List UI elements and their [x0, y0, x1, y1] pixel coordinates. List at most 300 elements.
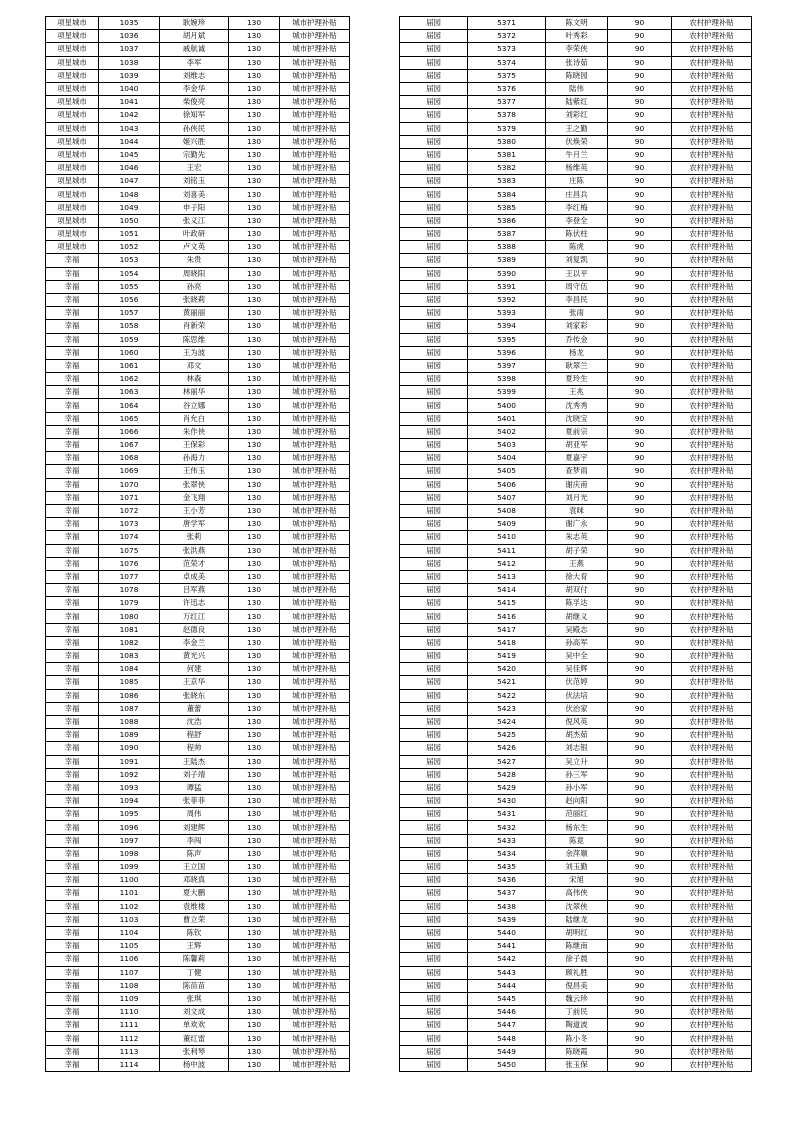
cell-name: 王立国: [160, 861, 229, 874]
cell-district: 届园: [400, 584, 468, 597]
cell-amount: 90: [608, 570, 672, 583]
cell-amount: 90: [608, 768, 672, 781]
table-row: [46, 267, 350, 280]
table-row: [46, 570, 350, 583]
cell-district: 届园: [400, 188, 468, 201]
cell-serial-number: 5385: [468, 201, 546, 214]
cell-district: 届园: [400, 30, 468, 43]
table-row: [400, 43, 752, 56]
cell-serial-number: 5383: [468, 175, 546, 188]
cell-name: 孙三军: [546, 768, 608, 781]
cell-amount: 130: [229, 518, 280, 531]
cell-name: 肖允白: [160, 412, 229, 425]
cell-subsidy-type: 农村护理补贴: [672, 1006, 752, 1019]
cell-amount: 90: [608, 610, 672, 623]
cell-name: 张利琴: [160, 1045, 229, 1058]
cell-name: 范荣才: [160, 557, 229, 570]
cell-amount: 90: [608, 175, 672, 188]
cell-amount: 130: [229, 821, 280, 834]
cell-serial-number: 5428: [468, 768, 546, 781]
cell-amount: 130: [229, 729, 280, 742]
cell-amount: 130: [229, 109, 280, 122]
cell-district: 项星城市: [46, 43, 99, 56]
table-row: [400, 979, 752, 992]
table-row: [46, 795, 350, 808]
cell-serial-number: 5394: [468, 320, 546, 333]
cell-amount: 130: [229, 214, 280, 227]
cell-amount: 90: [608, 96, 672, 109]
table-row: [46, 307, 350, 320]
table-row: [46, 386, 350, 399]
cell-name: 刘月光: [546, 491, 608, 504]
cell-serial-number: 5376: [468, 82, 546, 95]
table-row: [400, 439, 752, 452]
cell-subsidy-type: 农村护理补贴: [672, 900, 752, 913]
cell-district: 幸福: [46, 650, 99, 663]
cell-name: 张晓东: [160, 689, 229, 702]
cell-subsidy-type: 城市护理补贴: [280, 1058, 350, 1071]
cell-name: 张菲菲: [160, 795, 229, 808]
cell-subsidy-type: 城市护理补贴: [280, 148, 350, 161]
cell-amount: 130: [229, 1019, 280, 1032]
cell-name: 孙高军: [546, 636, 608, 649]
cell-name: 徐知军: [160, 109, 229, 122]
cell-subsidy-type: 农村护理补贴: [672, 399, 752, 412]
table-row: [400, 781, 752, 794]
left-table-body: [46, 17, 350, 1072]
cell-name: 沈秀秀: [546, 399, 608, 412]
table-row: [400, 742, 752, 755]
cell-name: 陈苗苗: [160, 979, 229, 992]
cell-amount: 90: [608, 43, 672, 56]
table-row: [46, 821, 350, 834]
cell-amount: 130: [229, 399, 280, 412]
table-row: [46, 122, 350, 135]
cell-amount: 130: [229, 162, 280, 175]
table-row: [400, 821, 752, 834]
cell-name: 王以平: [546, 267, 608, 280]
cell-amount: 130: [229, 188, 280, 201]
cell-subsidy-type: 农村护理补贴: [672, 280, 752, 293]
table-row: [400, 755, 752, 768]
cell-name: 沈浩: [160, 715, 229, 728]
table-row: [46, 913, 350, 926]
cell-subsidy-type: 农村护理补贴: [672, 834, 752, 847]
cell-subsidy-type: 城市护理补贴: [280, 847, 350, 860]
cell-amount: 130: [229, 439, 280, 452]
cell-serial-number: 5401: [468, 412, 546, 425]
table-row: [46, 755, 350, 768]
cell-district: 届园: [400, 808, 468, 821]
cell-district: 项星城市: [46, 201, 99, 214]
cell-name: 邓文: [160, 359, 229, 372]
table-row: [400, 847, 752, 860]
cell-subsidy-type: 农村护理补贴: [672, 201, 752, 214]
table-row: [46, 293, 350, 306]
cell-subsidy-type: 农村护理补贴: [672, 333, 752, 346]
cell-district: 届园: [400, 663, 468, 676]
cell-amount: 130: [229, 887, 280, 900]
cell-amount: 130: [229, 623, 280, 636]
cell-name: 耿婉珍: [160, 17, 229, 30]
cell-district: 幸福: [46, 584, 99, 597]
cell-amount: 90: [608, 293, 672, 306]
cell-subsidy-type: 农村护理补贴: [672, 518, 752, 531]
cell-serial-number: 1112: [99, 1032, 160, 1045]
table-row: [46, 333, 350, 346]
cell-serial-number: 1094: [99, 795, 160, 808]
cell-amount: 130: [229, 135, 280, 148]
cell-serial-number: 5437: [468, 887, 546, 900]
cell-serial-number: 1060: [99, 346, 160, 359]
cell-name: 陈声: [160, 847, 229, 860]
cell-serial-number: 5403: [468, 439, 546, 452]
cell-amount: 90: [608, 1006, 672, 1019]
cell-district: 项星城市: [46, 56, 99, 69]
cell-serial-number: 5374: [468, 56, 546, 69]
table-row: [400, 518, 752, 531]
table-row: [46, 979, 350, 992]
cell-serial-number: 5420: [468, 663, 546, 676]
cell-amount: 90: [608, 992, 672, 1005]
cell-subsidy-type: 农村护理补贴: [672, 386, 752, 399]
cell-serial-number: 1051: [99, 228, 160, 241]
table-row: [400, 597, 752, 610]
table-row: [46, 82, 350, 95]
cell-name: 顾礼胜: [546, 966, 608, 979]
cell-name: 金飞翔: [160, 491, 229, 504]
cell-serial-number: 1075: [99, 544, 160, 557]
cell-name: 黄光兴: [160, 650, 229, 663]
cell-district: 届园: [400, 359, 468, 372]
cell-amount: 90: [608, 781, 672, 794]
table-row: [46, 412, 350, 425]
cell-amount: 130: [229, 359, 280, 372]
cell-subsidy-type: 城市护理补贴: [280, 359, 350, 372]
cell-serial-number: 1065: [99, 412, 160, 425]
table-row: [400, 425, 752, 438]
cell-amount: 130: [229, 650, 280, 663]
cell-subsidy-type: 农村护理补贴: [672, 861, 752, 874]
cell-serial-number: 1079: [99, 597, 160, 610]
cell-subsidy-type: 城市护理补贴: [280, 1045, 350, 1058]
cell-amount: 130: [229, 702, 280, 715]
cell-district: 幸福: [46, 1032, 99, 1045]
cell-subsidy-type: 城市护理补贴: [280, 1019, 350, 1032]
cell-amount: 90: [608, 188, 672, 201]
cell-district: 幸福: [46, 504, 99, 517]
cell-amount: 90: [608, 228, 672, 241]
cell-serial-number: 1107: [99, 966, 160, 979]
cell-amount: 90: [608, 254, 672, 267]
cell-amount: 130: [229, 557, 280, 570]
cell-amount: 130: [229, 175, 280, 188]
cell-district: 届园: [400, 992, 468, 1005]
cell-name: 陈思维: [160, 333, 229, 346]
cell-amount: 90: [608, 847, 672, 860]
cell-serial-number: 1048: [99, 188, 160, 201]
cell-subsidy-type: 城市护理补贴: [280, 386, 350, 399]
cell-amount: 90: [608, 1045, 672, 1058]
cell-amount: 90: [608, 412, 672, 425]
cell-district: 幸福: [46, 821, 99, 834]
table-row: [400, 82, 752, 95]
cell-serial-number: 5415: [468, 597, 546, 610]
cell-serial-number: 1045: [99, 148, 160, 161]
cell-district: 届园: [400, 1058, 468, 1071]
table-row: [400, 926, 752, 939]
cell-subsidy-type: 城市护理补贴: [280, 188, 350, 201]
cell-district: 幸福: [46, 280, 99, 293]
cell-name: 许迅志: [160, 597, 229, 610]
cell-subsidy-type: 城市护理补贴: [280, 715, 350, 728]
cell-amount: 90: [608, 439, 672, 452]
cell-serial-number: 1083: [99, 650, 160, 663]
table-row: [46, 162, 350, 175]
cell-district: 届园: [400, 650, 468, 663]
cell-district: 幸福: [46, 913, 99, 926]
table-row: [400, 1006, 752, 1019]
cell-subsidy-type: 城市护理补贴: [280, 69, 350, 82]
table-row: [400, 373, 752, 386]
table-row: [46, 43, 350, 56]
cell-serial-number: 1087: [99, 702, 160, 715]
cell-serial-number: 5391: [468, 280, 546, 293]
cell-amount: 130: [229, 847, 280, 860]
cell-amount: 130: [229, 1006, 280, 1019]
table-row: [400, 214, 752, 227]
cell-name: 夏玲生: [546, 373, 608, 386]
cell-amount: 130: [229, 96, 280, 109]
cell-district: 幸福: [46, 478, 99, 491]
cell-district: 届园: [400, 795, 468, 808]
cell-district: 幸福: [46, 425, 99, 438]
cell-name: 谢广永: [546, 518, 608, 531]
cell-serial-number: 1062: [99, 373, 160, 386]
cell-serial-number: 1064: [99, 399, 160, 412]
table-row: [400, 359, 752, 372]
cell-subsidy-type: 城市护理补贴: [280, 795, 350, 808]
cell-serial-number: 1081: [99, 623, 160, 636]
cell-serial-number: 5396: [468, 346, 546, 359]
cell-serial-number: 5399: [468, 386, 546, 399]
cell-subsidy-type: 农村护理补贴: [672, 148, 752, 161]
cell-name: 刘家彩: [546, 320, 608, 333]
cell-district: 幸福: [46, 386, 99, 399]
cell-amount: 90: [608, 201, 672, 214]
cell-name: 陈孚达: [546, 597, 608, 610]
cell-subsidy-type: 城市护理补贴: [280, 834, 350, 847]
cell-subsidy-type: 城市护理补贴: [280, 861, 350, 874]
cell-name: 王兆: [546, 386, 608, 399]
cell-subsidy-type: 城市护理补贴: [280, 214, 350, 227]
cell-amount: 90: [608, 1032, 672, 1045]
cell-name: 赵向阳: [546, 795, 608, 808]
cell-district: 届园: [400, 940, 468, 953]
cell-amount: 90: [608, 280, 672, 293]
cell-name: 李金华: [160, 82, 229, 95]
cell-district: 届园: [400, 821, 468, 834]
cell-amount: 90: [608, 69, 672, 82]
cell-subsidy-type: 农村护理补贴: [672, 465, 752, 478]
cell-subsidy-type: 城市护理补贴: [280, 43, 350, 56]
cell-subsidy-type: 城市护理补贴: [280, 122, 350, 135]
cell-serial-number: 1109: [99, 992, 160, 1005]
cell-amount: 90: [608, 755, 672, 768]
cell-name: 柴俊亮: [160, 96, 229, 109]
table-row: [400, 834, 752, 847]
cell-district: 届园: [400, 162, 468, 175]
cell-amount: 130: [229, 781, 280, 794]
cell-district: 幸福: [46, 439, 99, 452]
table-row: [400, 623, 752, 636]
table-row: [400, 162, 752, 175]
cell-district: 届园: [400, 346, 468, 359]
cell-subsidy-type: 农村护理补贴: [672, 755, 752, 768]
cell-serial-number: 5435: [468, 861, 546, 874]
cell-amount: 130: [229, 808, 280, 821]
cell-subsidy-type: 农村护理补贴: [672, 320, 752, 333]
cell-subsidy-type: 农村护理补贴: [672, 109, 752, 122]
cell-subsidy-type: 农村护理补贴: [672, 650, 752, 663]
cell-name: 孙小军: [546, 781, 608, 794]
cell-name: 张翠侠: [160, 478, 229, 491]
cell-amount: 90: [608, 30, 672, 43]
cell-name: 余萍顺: [546, 847, 608, 860]
cell-district: 届园: [400, 755, 468, 768]
cell-district: 幸福: [46, 966, 99, 979]
cell-subsidy-type: 城市护理补贴: [280, 307, 350, 320]
table-row: [400, 280, 752, 293]
table-row: [46, 940, 350, 953]
cell-serial-number: 5375: [468, 69, 546, 82]
table-row: [400, 966, 752, 979]
cell-subsidy-type: 农村护理补贴: [672, 425, 752, 438]
table-row: [46, 808, 350, 821]
cell-district: 幸福: [46, 570, 99, 583]
cell-serial-number: 5408: [468, 504, 546, 517]
cell-name: 何建: [160, 663, 229, 676]
cell-amount: 130: [229, 861, 280, 874]
cell-name: 魏云珍: [546, 992, 608, 1005]
cell-subsidy-type: 城市护理补贴: [280, 109, 350, 122]
cell-district: 届园: [400, 768, 468, 781]
cell-serial-number: 1096: [99, 821, 160, 834]
cell-name: 刘铭玉: [160, 175, 229, 188]
cell-serial-number: 5423: [468, 702, 546, 715]
cell-serial-number: 5427: [468, 755, 546, 768]
table-row: [46, 518, 350, 531]
cell-district: 届园: [400, 280, 468, 293]
cell-serial-number: 1036: [99, 30, 160, 43]
cell-amount: 90: [608, 109, 672, 122]
cell-district: 幸福: [46, 742, 99, 755]
cell-subsidy-type: 农村护理补贴: [672, 940, 752, 953]
cell-name: 王伟玉: [160, 465, 229, 478]
cell-serial-number: 5400: [468, 399, 546, 412]
cell-name: 刘建辉: [160, 821, 229, 834]
table-row: [46, 373, 350, 386]
cell-subsidy-type: 城市护理补贴: [280, 544, 350, 557]
table-row: [46, 531, 350, 544]
table-row: [46, 966, 350, 979]
cell-district: 届园: [400, 887, 468, 900]
table-row: [46, 1019, 350, 1032]
cell-name: 唐学军: [160, 518, 229, 531]
cell-district: 届园: [400, 135, 468, 148]
cell-subsidy-type: 城市护理补贴: [280, 781, 350, 794]
cell-name: 刘彩红: [546, 109, 608, 122]
cell-name: 邓晓真: [160, 874, 229, 887]
cell-serial-number: 1103: [99, 913, 160, 926]
cell-amount: 130: [229, 1058, 280, 1071]
cell-name: 董蕾: [160, 702, 229, 715]
cell-subsidy-type: 城市护理补贴: [280, 940, 350, 953]
cell-name: 徐子晨: [546, 953, 608, 966]
table-row: [400, 201, 752, 214]
cell-amount: 130: [229, 241, 280, 254]
cell-amount: 90: [608, 544, 672, 557]
cell-name: 袁咪: [546, 504, 608, 517]
table-row: [46, 847, 350, 860]
cell-amount: 90: [608, 715, 672, 728]
cell-amount: 90: [608, 887, 672, 900]
table-row: [46, 953, 350, 966]
table-row: [46, 861, 350, 874]
table-row: [400, 900, 752, 913]
cell-amount: 90: [608, 979, 672, 992]
cell-serial-number: 1053: [99, 254, 160, 267]
cell-district: 项星城市: [46, 82, 99, 95]
cell-serial-number: 1088: [99, 715, 160, 728]
cell-name: 李军: [160, 56, 229, 69]
cell-subsidy-type: 农村护理补贴: [672, 887, 752, 900]
cell-subsidy-type: 农村护理补贴: [672, 30, 752, 43]
cell-amount: 130: [229, 465, 280, 478]
cell-amount: 90: [608, 966, 672, 979]
cell-serial-number: 5384: [468, 188, 546, 201]
cell-subsidy-type: 城市护理补贴: [280, 953, 350, 966]
cell-subsidy-type: 农村护理补贴: [672, 56, 752, 69]
table-row: [400, 307, 752, 320]
cell-amount: 130: [229, 636, 280, 649]
cell-name: 肖新荣: [160, 320, 229, 333]
cell-subsidy-type: 农村护理补贴: [672, 1019, 752, 1032]
table-row: [46, 887, 350, 900]
cell-subsidy-type: 城市护理补贴: [280, 676, 350, 689]
cell-district: 幸福: [46, 293, 99, 306]
cell-amount: 90: [608, 689, 672, 702]
cell-serial-number: 1059: [99, 333, 160, 346]
cell-amount: 90: [608, 82, 672, 95]
cell-subsidy-type: 农村护理补贴: [672, 346, 752, 359]
cell-amount: 130: [229, 953, 280, 966]
cell-district: 幸福: [46, 320, 99, 333]
cell-serial-number: 5402: [468, 425, 546, 438]
cell-serial-number: 5445: [468, 992, 546, 1005]
cell-amount: 130: [229, 333, 280, 346]
table-row: [46, 425, 350, 438]
cell-subsidy-type: 城市护理补贴: [280, 663, 350, 676]
cell-name: 张诗茹: [546, 56, 608, 69]
cell-district: 幸福: [46, 636, 99, 649]
table-row: [400, 386, 752, 399]
cell-name: 叶秀彩: [546, 30, 608, 43]
cell-subsidy-type: 农村护理补贴: [672, 689, 752, 702]
cell-serial-number: 1110: [99, 1006, 160, 1019]
cell-serial-number: 1076: [99, 557, 160, 570]
cell-serial-number: 5421: [468, 676, 546, 689]
